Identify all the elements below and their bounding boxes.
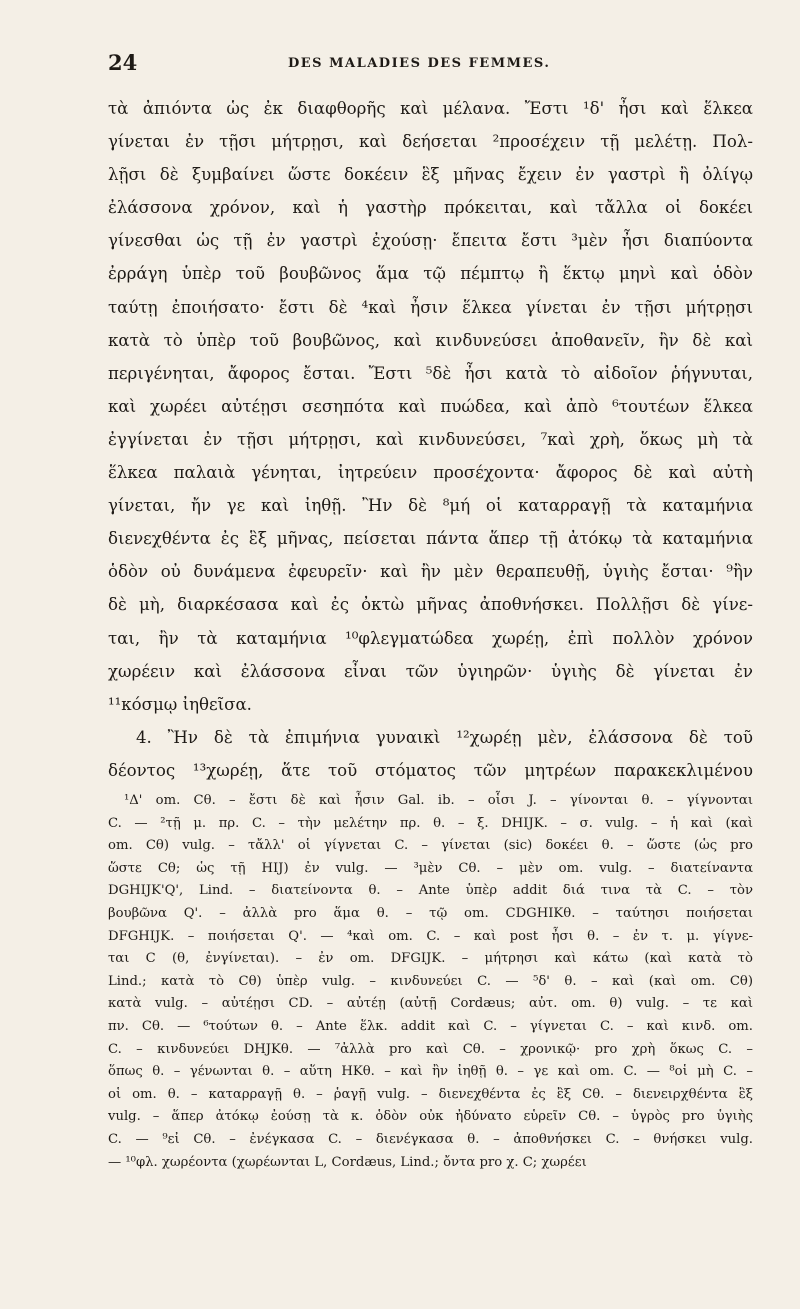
text-line: γίνεται, ἤν γε καὶ ἰηθῇ. Ἢν δὲ ⁸μή οἱ καταρραγῇ τὰ καταμήνια bbox=[108, 496, 753, 516]
text-line: καὶ χωρέει αὐτέῃσι σεσηπότα καὶ πυώδεα, καὶ ἀπὸ ⁶τουτέων ἕλκεα bbox=[108, 396, 753, 416]
main-text bbox=[108, 92, 753, 787]
footnote-line: C. – κινδυνεύει DHJKθ. — ⁷ἀλλὰ pro καὶ Cθ. – χρονικῷ· pro χρὴ ὅκως C. – bbox=[108, 1041, 753, 1057]
footnote-line: πν. Cθ. — ⁶τούτων θ. – Ante ἕλκ. addit καὶ C. – γίγνεται C. – καὶ κινδ. om. bbox=[108, 1018, 753, 1034]
running-title: DES MALADIES DES FEMMES. bbox=[288, 56, 551, 71]
footnote-line: DFGHIJK. – ποιήσεται Q'. — ⁴καὶ om. C. – καὶ post ἦσι θ. – ἐν τ. μ. γίγνε- bbox=[108, 928, 753, 944]
text-line: περιγένηται, ἄφορος ἔσται. Ἔστι ⁵δὲ ἦσι κατὰ τὸ αἰδοῖον ῥήγνυται, bbox=[108, 363, 753, 383]
footnotes bbox=[108, 790, 753, 1174]
footnote-line: — ¹⁰φλ. χωρέοντα (χωρέωνται L, Cordæus, Lind.; ὄντα pro χ. C; χωρέει bbox=[108, 1154, 587, 1170]
footnote-line: ¹Δ' om. Cθ. – ἔστι δὲ καὶ ἦσιν Gal. ib. – οἷσι J. – γίνονται θ. – γίγνονται bbox=[124, 793, 753, 808]
footnote-line: βουβῶνα Q'. – ἀλλὰ pro ἅμα θ. – τῷ om. CDGHIKθ. – ταύτησι ποιήσεται bbox=[108, 905, 753, 921]
footnote-line: om. Cθ) vulg. – τἄλλ' οἱ γίγνεται C. – γίνεται (sic) δοκέει θ. – ὥστε (ὡς pro bbox=[108, 838, 753, 854]
text-line: διενεχθέντα ἐς ἓξ μῆνας, πείσεται πάντα ἅπερ τῇ ἀτόκῳ τὰ καταμήνια bbox=[108, 529, 753, 549]
footnote-line: C. — ²τῇ μ. πρ. C. – τὴν μελέτην πρ. θ. – ξ. DHIJK. – σ. vulg. – ἡ καὶ (καὶ bbox=[108, 815, 753, 831]
text-line: τὰ ἀπιόντα ὡς ἐκ διαφθορῆς καὶ μέλανα. Ἔστι ¹δ' ἦσι καὶ ἕλκεα bbox=[108, 99, 753, 118]
text-line: γίνεται ἐν τῇσι μήτρῃσι, καὶ δεήσεται ²προσέχειν τῇ μελέτῃ. Πολ- bbox=[108, 132, 753, 152]
footnote-line: ται C (θ, ἐνγίνεται). – ἐν om. DFGIJK. – μήτρησι καὶ κάτω (καὶ κατὰ τὸ bbox=[108, 951, 753, 967]
text-line: λῇσι δὲ ξυμβαίνει ὥστε δοκέειν ἓξ μῆνας ἔχειν ἐν γαστρὶ ἢ ὀλίγῳ bbox=[108, 165, 753, 185]
text-line: ὁδὸν οὐ δυνάμενα ἐφευρεῖν· καὶ ἢν μὲν θεραπευθῇ, ὑγιὴς ἔσται· ⁹ἢν bbox=[108, 562, 753, 582]
footnote-line: C. — ⁹εἰ Cθ. – ἐνέγκασα C. – διενέγκασα θ. – ἀποθνήσκει C. – θνήσκει vulg. bbox=[108, 1131, 753, 1147]
page-header bbox=[108, 50, 758, 78]
paragraph-start-line: 4. Ἢν δὲ τὰ ἐπιμήνια γυναικὶ ¹²χωρέῃ μὲν, ἐλάσσονα δὲ τοῦ bbox=[136, 727, 753, 747]
text-line: ται, ἢν τὰ καταμήνια ¹⁰φλεγματώδεα χωρέῃ, ἐπὶ πολλὸν χρόνον bbox=[108, 628, 753, 648]
footnote-line: οἱ om. θ. – καταρραγῇ θ. – ῥαγῇ vulg. – διενεχθέντα ἐς ἓξ Cθ. – διενειρχθέντα ἓξ bbox=[108, 1086, 753, 1102]
footnote-line: ὥστε Cθ; ὡς τῇ HIJ) ἐν vulg. — ³μὲν Cθ. – μὲν om. vulg. – διατείναντα bbox=[108, 860, 753, 876]
text-line: ¹¹κόσμῳ ἰηθεῖσα. bbox=[108, 694, 252, 714]
text-line: δέοντος ¹³χωρέῃ, ἅτε τοῦ στόματος τῶν μητρέων παρακεκλιμένου bbox=[108, 760, 753, 780]
text-line: γίνεσθαι ὡς τῇ ἐν γαστρὶ ἐχούσῃ· ἔπειτα ἔστι ³μὲν ἦσι διαπύοντα bbox=[108, 231, 753, 251]
text-line: ἐρράγη ὑπὲρ τοῦ βουβῶνος ἅμα τῷ πέμπτῳ ἢ ἕκτῳ μηνὶ καὶ ὁδὸν bbox=[108, 264, 753, 284]
text-line: ἐγγίνεται ἐν τῇσι μήτρῃσι, καὶ κινδυνεύσει, ⁷καὶ χρὴ, ὅκως μὴ τὰ bbox=[108, 429, 753, 449]
text-line: ἕλκεα παλαιὰ γένηται, ἰητρεύειν προσέχοντα· ἄφορος δὲ καὶ αὐτὴ bbox=[108, 463, 753, 483]
text-line: χωρέειν καὶ ἐλάσσονα εἶναι τῶν ὑγιηρῶν· ὑγιὴς δὲ γίνεται ἐν bbox=[108, 661, 753, 681]
footnote-line: κατὰ vulg. – αὐτέῃσι CD. – αὐτέῃ (αὐτῇ Cordæus; αὐτ. om. θ) vulg. – τε καὶ bbox=[108, 996, 753, 1012]
text-line: ταύτῃ ἐποιήσατο· ἔστι δὲ ⁴καὶ ἦσιν ἕλκεα γίνεται ἐν τῇσι μήτρῃσι bbox=[108, 297, 753, 317]
footnote-line: DGHIJK'Q', Lind. – διατείνοντα θ. – Ante ὑπὲρ addit διά τινα τὰ C. – τὸν bbox=[108, 883, 753, 899]
page-number: 24 bbox=[108, 50, 138, 75]
footnote-line: ὅπως θ. – γένωνται θ. – αὕτη HKθ. – καὶ ἢν ἰηθῇ θ. – γε καὶ om. C. — ⁸οἱ μὴ C. – bbox=[108, 1064, 753, 1080]
text-line: κατὰ τὸ ὑπὲρ τοῦ βουβῶνος, καὶ κινδυνεύσει ἀποθανεῖν, ἢν δὲ καὶ bbox=[108, 330, 753, 350]
footnote-line: vulg. – ἅπερ ἀτόκῳ ἐούσῃ τὰ κ. ὁδὸν οὐκ ἠδύνατο εὑρεῖν Cθ. – ὑγρὸς pro ὑγιὴς bbox=[108, 1109, 753, 1125]
text-line: ἐλάσσονα χρόνον, καὶ ἡ γαστὴρ πρόκειται, καὶ τἄλλα οἱ δοκέει bbox=[108, 198, 753, 218]
text-line: δὲ μὴ, διαρκέσασα καὶ ἐς ὀκτὼ μῆνας ἀποθνήσκει. Πολλῇσι δὲ γίνε- bbox=[108, 595, 753, 615]
footnote-line: Lind.; κατὰ τὸ Cθ) ὑπὲρ vulg. – κινδυνεύει C. — ⁵δ' θ. – καὶ (καὶ om. Cθ) bbox=[108, 973, 753, 989]
